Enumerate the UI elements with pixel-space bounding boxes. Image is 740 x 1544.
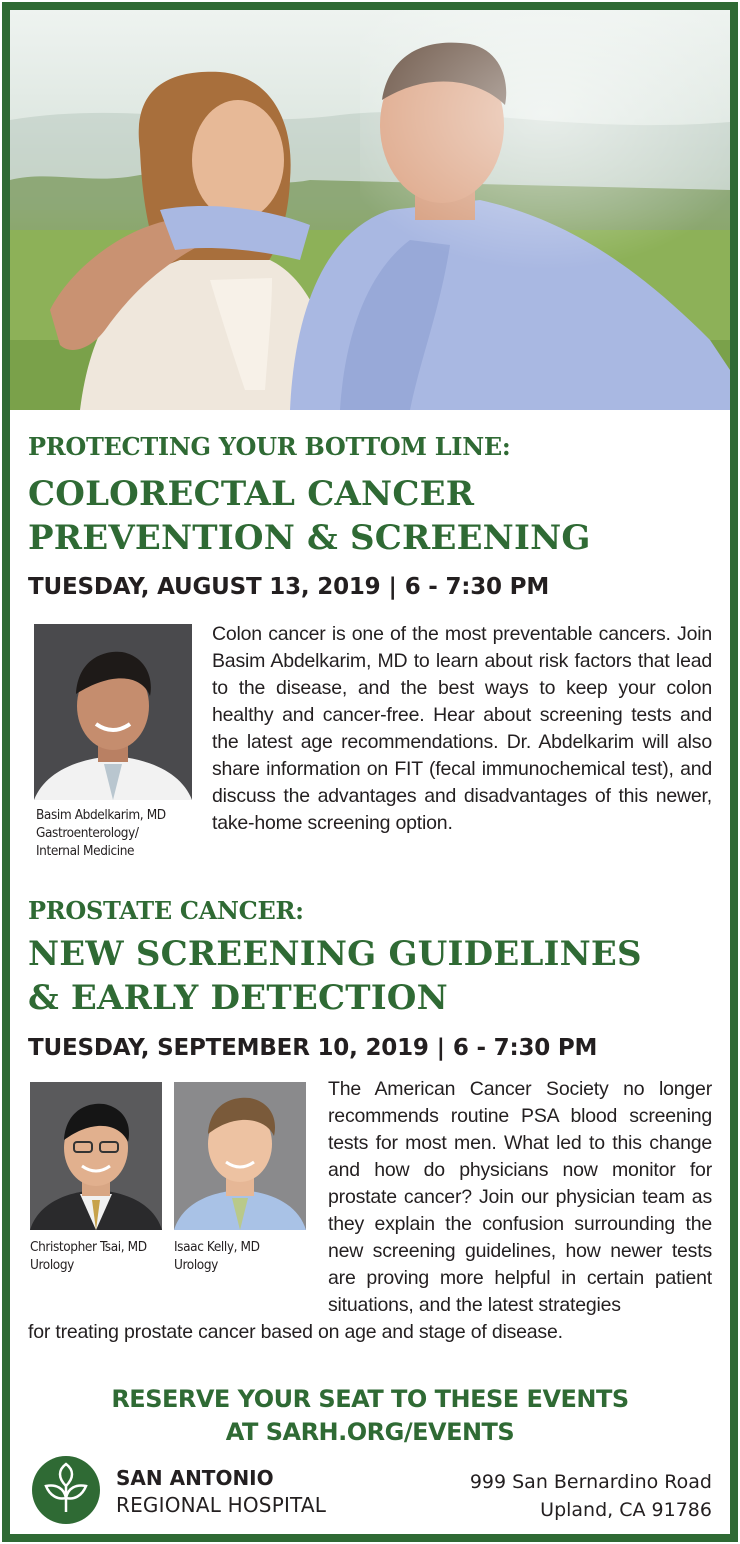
cta-line1: RESERVE YOUR SEAT TO THESE EVENTS [111,1385,629,1413]
speaker-specialty: Internal Medicine [36,843,135,859]
event1-description: Colon cancer is one of the most preventable cancers. Join Basim Abdelkarim, MD to learn about risk factors that lead to the disease, and the best ways to keep your colon healthy and cancer-free. Hear about screening tests and the latest age recommendations. Dr. Abdelkarim will also share information on FIT (fecal immunochemical test), and discuss the advantages and disadvantages of this newer, take-home screening option. [212,623,712,834]
speaker-photo-tsai [30,1082,162,1230]
speaker-caption-abdelkarim [36,806,166,860]
speaker-photo-abdelkarim [34,624,192,800]
event2-time: 6 - 7:30 PM [452,1035,598,1061]
speaker-caption-tsai [30,1238,147,1274]
event1-date-time [28,574,549,600]
event2-date: TUESDAY, SEPTEMBER 10, 2019 [28,1035,429,1061]
hospital-logo-leaf-icon [32,1456,100,1524]
event1-separator: | [388,574,397,600]
speaker-specialty: Urology [30,1257,74,1273]
event2-separator: | [436,1035,445,1061]
event1-time: 6 - 7:30 PM [404,574,550,600]
speaker-specialty: Urology [174,1257,218,1273]
event2-headline-line2: & EARLY DETECTION [28,978,448,1018]
hospital-name-sub: REGIONAL HOSPITAL [116,1493,327,1517]
speaker-name: Isaac Kelly, MD [174,1239,260,1255]
hospital-name: SAN ANTONIO [116,1466,274,1490]
event2-headline-line1: NEW SCREENING GUIDELINES [28,934,642,974]
speaker-photo-kelly [174,1082,306,1230]
event2-kicker: PROSTATE CANCER: [28,896,304,925]
hospital-address-city: Upland, CA 91786 [540,1499,712,1521]
speaker-name: Basim Abdelkarim, MD [36,807,166,823]
event1-headline-line1: COLORECTAL CANCER [28,474,475,514]
event1-date: TUESDAY, AUGUST 13, 2019 [28,574,381,600]
speaker-specialty: Gastroenterology/ [36,825,139,841]
speaker-caption-kelly [174,1238,260,1274]
event1-headline-line2: PREVENTION & SCREENING [28,518,591,558]
speaker-name: Christopher Tsai, MD [30,1239,147,1255]
event1-kicker: PROTECTING YOUR BOTTOM LINE: [28,432,511,461]
hero-photo-couple [10,10,730,410]
event2-date-time [28,1035,597,1061]
cta-line2: AT SARH.ORG/EVENTS [225,1418,515,1446]
hospital-address-street: 999 San Bernardino Road [469,1471,712,1493]
event2-description: The American Cancer Society no longer recommends routine PSA blood screening tests for most men. What led to this change and how do physicians now monitor for prostate cancer? Join our physician team as they explain the confusion surrounding the new screening guidelines, how newer tests are proving more helpful in certain patient situations, and the latest strategies [328,1078,712,1316]
event2-description-tail: for treating prostate cancer based on age and stage of disease. [28,1321,563,1343]
